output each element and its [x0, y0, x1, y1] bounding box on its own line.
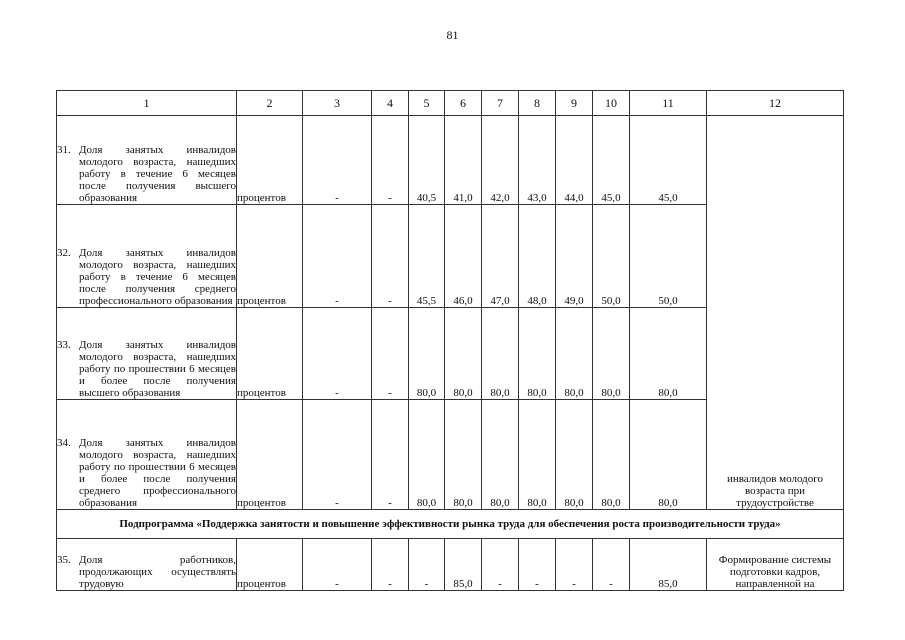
note-cell: Формирование системы подготовки кадров, направленной на: [707, 539, 844, 591]
value-cell: 80,0: [519, 308, 556, 400]
indicators-table: [56, 90, 844, 591]
value-cell: -: [372, 308, 409, 400]
table-row: [57, 539, 844, 591]
value-cell: 80,0: [593, 308, 630, 400]
value-cell: 85,0: [445, 539, 482, 591]
column-header: 8: [519, 91, 556, 116]
column-header: 12: [707, 91, 844, 116]
value-cell: -: [482, 539, 519, 591]
value-cell: 80,0: [630, 400, 707, 510]
indicator-name-cell: [57, 205, 237, 308]
value-cell: 41,0: [445, 116, 482, 205]
value-cell: -: [303, 308, 372, 400]
value-cell: 45,0: [593, 116, 630, 205]
column-header: 6: [445, 91, 482, 116]
value-cell: -: [593, 539, 630, 591]
unit-cell: процентов: [237, 400, 303, 510]
value-cell: -: [372, 205, 409, 308]
value-cell: 80,0: [482, 308, 519, 400]
column-header: 7: [482, 91, 519, 116]
subprogram-row: [57, 510, 844, 539]
value-cell: -: [409, 539, 445, 591]
indicator-name: Доля занятых инвалидов молодого возраста, нашедших работу по прошествии 6 месяцев и более после получения высшего образования: [79, 339, 236, 399]
value-cell: -: [372, 539, 409, 591]
value-cell: -: [372, 116, 409, 205]
table-row: [57, 116, 844, 205]
group-note-cell: инвалидов молодого возраста при трудоустройстве: [707, 116, 844, 510]
header-row: [57, 91, 844, 116]
column-header: 3: [303, 91, 372, 116]
indicator-name-cell: [57, 116, 237, 205]
value-cell: 40,5: [409, 116, 445, 205]
value-cell: 80,0: [519, 400, 556, 510]
value-cell: 50,0: [593, 205, 630, 308]
column-header: 5: [409, 91, 445, 116]
value-cell: -: [303, 539, 372, 591]
row-number: 33.: [57, 339, 71, 351]
row-number: 35.: [57, 554, 71, 566]
page-number: 81: [446, 28, 459, 42]
indicator-name-cell: [57, 539, 237, 591]
value-cell: -: [556, 539, 593, 591]
unit-cell: процентов: [237, 205, 303, 308]
indicator-name: Доля занятых инвалидов молодого возраста, нашедших работу в течение 6 месяцев после получения среднего профессионального образования: [79, 247, 236, 307]
value-cell: 80,0: [482, 400, 519, 510]
value-cell: -: [303, 205, 372, 308]
unit-cell: процентов: [237, 116, 303, 205]
value-cell: 80,0: [556, 400, 593, 510]
value-cell: -: [372, 400, 409, 510]
value-cell: 80,0: [445, 400, 482, 510]
value-cell: 80,0: [556, 308, 593, 400]
column-header: 11: [630, 91, 707, 116]
value-cell: 45,0: [630, 116, 707, 205]
value-cell: 46,0: [445, 205, 482, 308]
subprogram-title: Подпрограмма «Поддержка занятости и повышение эффективности рынка труда для обеспечения роста производительности труда»: [57, 510, 844, 539]
indicator-name: Доля занятых инвалидов молодого возраста, нашедших работу в течение 6 месяцев после получения высшего образования: [79, 144, 236, 204]
value-cell: 80,0: [630, 308, 707, 400]
value-cell: 48,0: [519, 205, 556, 308]
column-header: 1: [57, 91, 237, 116]
value-cell: 50,0: [630, 205, 707, 308]
row-number: 32.: [57, 247, 71, 259]
column-header: 4: [372, 91, 409, 116]
value-cell: 49,0: [556, 205, 593, 308]
value-cell: 80,0: [409, 308, 445, 400]
value-cell: 80,0: [409, 400, 445, 510]
value-cell: -: [303, 400, 372, 510]
row-number: 34.: [57, 437, 71, 449]
indicator-name-cell: [57, 400, 237, 510]
value-cell: 44,0: [556, 116, 593, 205]
value-cell: 80,0: [445, 308, 482, 400]
value-cell: 43,0: [519, 116, 556, 205]
column-header: 10: [593, 91, 630, 116]
value-cell: -: [303, 116, 372, 205]
column-header: 2: [237, 91, 303, 116]
row-number: 31.: [57, 144, 71, 156]
unit-cell: процентов: [237, 308, 303, 400]
value-cell: 42,0: [482, 116, 519, 205]
indicator-name: Доля занятых инвалидов молодого возраста, нашедших работу по прошествии 6 месяцев и более после получения среднего профессионального образования: [79, 437, 236, 509]
value-cell: 45,5: [409, 205, 445, 308]
value-cell: 85,0: [630, 539, 707, 591]
indicator-name: Доля работников, продолжающих осуществлять трудовую: [79, 554, 236, 590]
value-cell: 47,0: [482, 205, 519, 308]
value-cell: -: [519, 539, 556, 591]
indicator-name-cell: [57, 308, 237, 400]
value-cell: 80,0: [593, 400, 630, 510]
unit-cell: процентов: [237, 539, 303, 591]
column-header: 9: [556, 91, 593, 116]
